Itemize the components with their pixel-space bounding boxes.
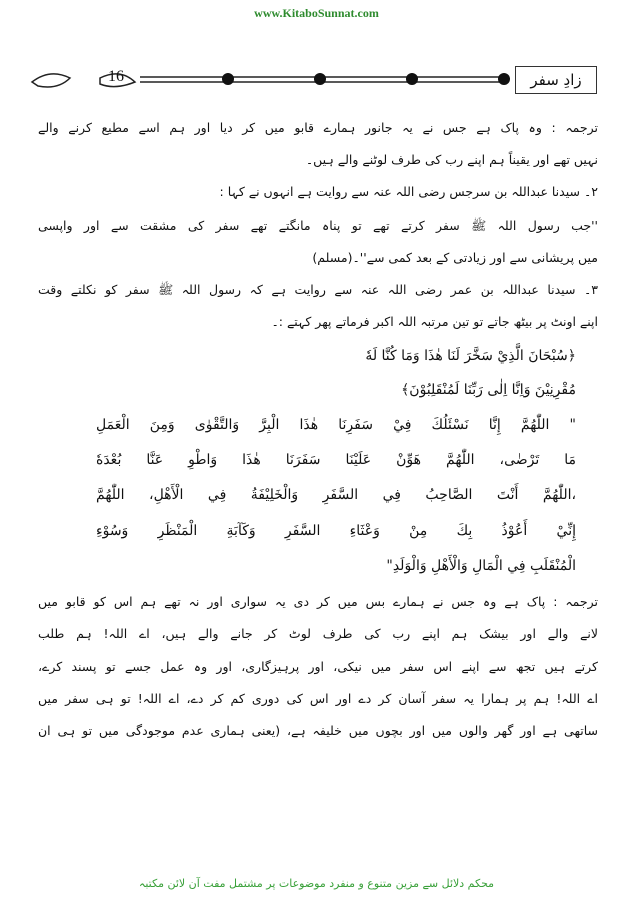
arabic-text-line: ،اللّٰهُمَّ أَنْتَ الصَّاحِبُ فِي السَّفَرِ وَالْخَلِيْفَةُ فِي الْأَهْلِ، اللّٰهُمَّ [96,487,576,503]
site-url: www.KitaboSunnat.com [254,6,379,20]
page-header [30,60,605,100]
urdu-text-line: اپنے اونٹ پر بیٹھ جاتے تو تین مرتبہ اللہ اکبر فرماتے پھر کہتے :۔ [271,314,598,329]
page-number: 16 [108,68,124,85]
urdu-text-line: لانے والے اور بیشک ہم اپنے رب کی طرف لوٹ کر جانے والے ہیں، اے اللہ! ہم طلب [38,626,598,641]
arabic-text-line: مَا تَرْضٰى، اللّٰهُمَّ هَوِّنْ عَلَيْنَا سَفَرَنَا هٰذَا وَاطْوِ عَنَّا بُعْدَهٗ [96,452,576,468]
urdu-text-line: اے اللہ! ہم پر ہمارا یہ سفر آسان کر دے اور اس کی دوری کم کر دے، اے اللہ! تو ہی سفر میں [38,691,598,706]
arabic-text-line: " اللّٰهُمَّ إِنَّا نَسْئَلُكَ فِيْ سَفَرِنَا هٰذَا الْبِرَّ وَالتَّقْوٰى وَمِنَ الْعَمَلِ [96,417,576,433]
urdu-text-line: کرتے ہیں تجھ سے اپنے اس سفر میں نیکی، اور پرہیزگاری، اور وہ عمل جسے تو پسند کرے، [38,659,598,674]
arabic-text-line: إِنِّيْ أَعُوْذُ بِكَ مِنْ وَعْثَاءِ السَّفَرِ وَكَآبَةِ الْمَنْظَرِ وَسُوْءِ [96,523,576,539]
urdu-text-line: ۲۔ سیدنا عبداللہ بن سرجس رضی اللہ عنہ سے روایت ہے انہوں نے کہا : [219,184,598,199]
footer-text: محکم دلائل سے مزین متنوع و منفرد موضوعات پر مشتمل مفت آن لائن مکتبہ [138,877,495,890]
urdu-text-line: ترجمہ : پاک ہے وہ جس نے ہمارے بس میں کر دی یہ سواری اور نہ تھے ہم اس کو قابو میں [38,594,598,609]
urdu-text-line: میں پریشانی سے اور زیادتی کے بعد کمی سے''۔(مسلم) [312,250,598,265]
urdu-text-line: ساتھی ہے اور گھر والوں میں اور بچوں میں خلیفہ ہے، (یعنی ہماری عدم موجودگی میں تو ہی ان [38,723,598,738]
urdu-text-line: ۳۔ سیدنا عبداللہ بن عمر رضی اللہ عنہ سے روایت ہے کہ رسول اللہ ﷺ سفر کو نکلتے وقت [38,282,598,297]
arabic-text-line: مُقْرِنِيْنَ وَاِنَّا اِلٰى رَبِّنَا لَمُنْقَلِبُوْنَ﴾ [401,382,576,398]
arabic-text-line: ﴿سُبْحَانَ الَّذِيْ سَخَّرَ لَنَا هٰذَا وَمَا كُنَّا لَهٗ [365,348,576,364]
book-title: زادِ سفر [515,66,597,94]
arabic-text-line: الْمُنْقَلَبِ فِي الْمَالِ وَالْأَهْلِ وَالْوَلَدِ" [386,558,576,574]
urdu-text-line: نہیں تھے اور یقیناً ہم اپنے رب کی طرف لوٹنے والے ہیں۔ [305,152,598,167]
urdu-text-line: ترجمہ : وہ پاک ہے جس نے یہ جانور ہمارے قابو میں کر دیا اور ہم اسے مطیع کرنے والے [38,120,598,135]
urdu-text-line: ''جب رسول اللہ ﷺ سفر کرتے تھے تو پناہ مانگتے تھے سفر کی مشقت سے اور واپسی [38,218,598,233]
